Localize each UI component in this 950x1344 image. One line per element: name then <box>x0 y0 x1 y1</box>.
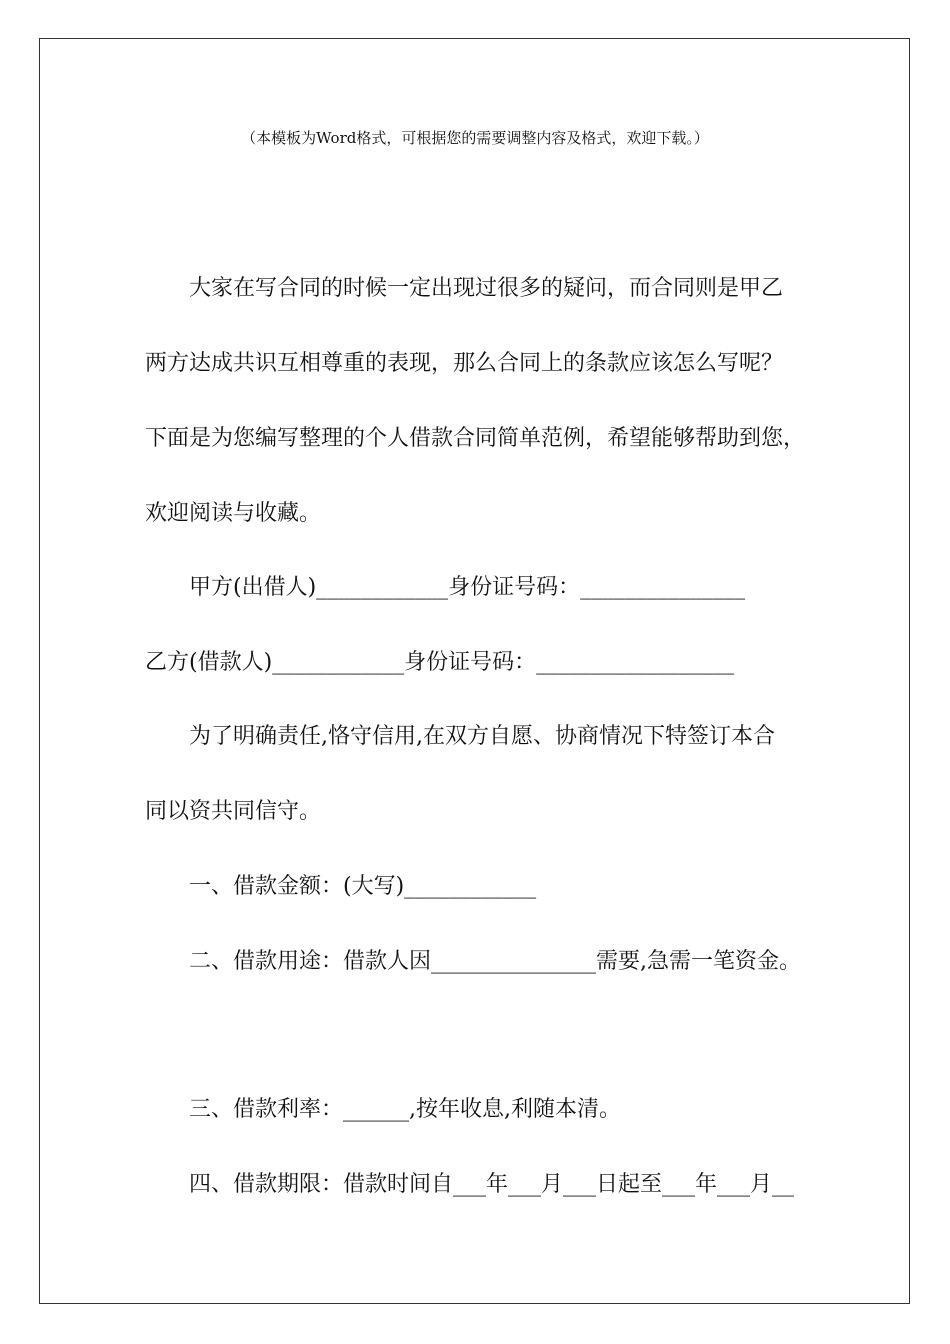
clause-loan-amount: 一、借款金额：(大写)____________ <box>189 874 537 899</box>
intro-line-4: 欢迎阅读与收藏。 <box>145 501 322 526</box>
template-note: （本模板为Word格式，可根据您的需要调整内容及格式，欢迎下载。） <box>241 129 709 147</box>
intro-line-3: 下面是为您编写整理的个人借款合同简单范例，希望能够帮助到您， <box>145 426 806 451</box>
purpose-line-2: 同以资共同信守。 <box>145 799 322 824</box>
party-b-line: 乙方(借款人)____________身份证号码：__________________ <box>145 650 735 675</box>
clause-interest-rate: 三、借款利率：______,按年收息,利随本清。 <box>189 1097 621 1122</box>
clause-loan-usage: 二、借款用途：借款人因_______________需要,急需一笔资金。 <box>189 949 801 974</box>
party-a-line: 甲方(出借人)____________身份证号码：_______________ <box>189 575 746 600</box>
intro-line-2: 两方达成共识互相尊重的表现，那么合同上的条款应该怎么写呢？ <box>145 351 784 376</box>
purpose-line-1: 为了明确责任,恪守信用,在双方自愿、协商情况下特签订本合 <box>189 724 775 749</box>
clause-loan-term: 四、借款期限：借款时间自___年___月___日起至___年___月__ <box>189 1172 795 1197</box>
intro-line-1: 大家在写合同的时候一定出现过很多的疑问，而合同则是甲乙 <box>189 276 784 301</box>
